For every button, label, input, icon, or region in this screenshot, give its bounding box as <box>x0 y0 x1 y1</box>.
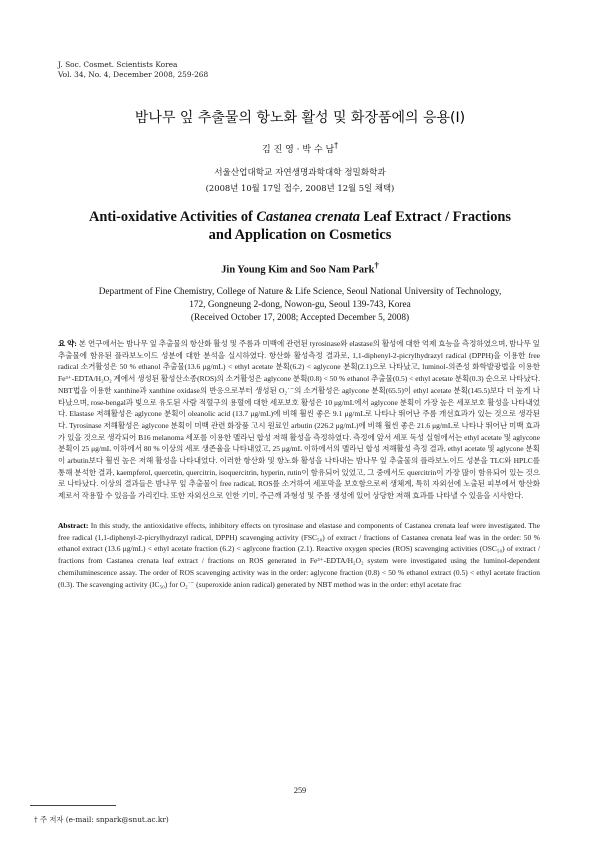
english-abstract <box>58 520 540 590</box>
english-abstract-label: Abstract: <box>58 521 89 530</box>
english-title-species: Castanea crenata <box>256 209 360 225</box>
footnote: † 주 저자 (e-mail: snpark@snut.ac.kr) <box>34 815 169 824</box>
page-number: 259 <box>293 786 307 795</box>
english-title-line1 <box>0 208 600 226</box>
journal-header <box>58 60 208 80</box>
english-corresponding-mark: † <box>374 260 379 270</box>
english-affiliation <box>40 286 560 325</box>
english-abstract-text: In this study, the antioxidative effects, inhibitory effects on tyrosinase and elastase and components of Castanea crenata leaf were investigated. The free radical (1,1-diphenyl-2-picrylhydrazyl radical, DPPH) scavenging activity (FSC₅₀) of extract / fractions of Castanea crenata leaf was in the order: 50 % ethanol extract (13.6 μg/mL) < ethyl acetate fraction (6.2) < aglycone fraction (2.1). Reactive oxygen species (ROS) scavenging activities (OSC₅₀) of extract / fractions from Castanea crenata leaf extract / fractions on ROS generated in Fe³⁺-EDTA/H₂O₂ system were investigated using the luminol-dependent chemiluminescence assay. The order of ROS scavenging activity was in the order: aglycone fraction (0.8) < 50 % ethanol extract (0.5) < ethyl acetate fraction (0.3). The scavenging activity (IC₅₀) for O₂˙⁻ (superoxide anion radical) generated by NBT method was in the order: ethyl acetate frac <box>58 521 540 589</box>
english-received-date: (Received October 17, 2008; Accepted December 5, 2008) <box>190 313 410 323</box>
journal-volume: Vol. 34, No. 4, December 2008, 259-268 <box>58 70 209 79</box>
korean-affiliation: 서울산업대학교 자연생명과학대학 정밀화학과 <box>214 168 386 178</box>
korean-received-date: (2008년 10월 17일 접수, 2008년 12월 5일 채택) <box>205 183 395 193</box>
english-title-post: Leaf Extract / Fractions <box>359 209 512 225</box>
journal-name: J. Soc. Cosmet. Scientists Korea <box>58 60 178 69</box>
english-affiliation-line2: 172, Gongneung 2-dong, Nowon-gu, Seoul 139-743, Korea <box>189 300 411 310</box>
english-title <box>0 208 600 244</box>
korean-title: 밤나무 잎 추출물의 항노화 활성 및 화장품에의 응용(Ⅰ) <box>134 110 466 126</box>
english-title-pre: Anti-oxidative Activities of <box>88 209 257 225</box>
korean-abstract-label: 요 약: <box>58 339 77 348</box>
footnote-divider <box>30 805 116 806</box>
korean-abstract-text: 본 연구에서는 밤나무 잎 추출물의 항산화 활성 및 주름과 미백에 관련된 tyrosinase와 elastase의 활성에 대한 억제 효능을 측정하였으며, 밤나무 잎 추출물에 함유된 플라보노이드 성분에 대한 분석을 실시하였다. 항산화 활성측정 결과로, 1,1-diphenyl-2-picrylhydrazyl radical (DPPH)을 이용한 free radical 소거활성은 50 % ethanol 추출물(13.6 μg/mL) < ethyl acetate 분획(6.2) < aglycone 분획(2.1)으로 나타났고, luminol-의존성 화학발광법을 이용한 Fe³⁺-EDTA/H₂O₂ 계에서 생성된 활성산소종(ROS)의 소거활성은 aglycone 분획(0.8) < 50 % ethanol 추출물(0.5) < ethyl acetate 분획(0.3) 순으로 나타났다. NBT법을 이용한 xanthine과 xanthine oxidase의 반응으로부터 생성된 O₂˙⁻의 소거활성은 aglycone 분획(65.5)이 ethyl acetate 분획(145.5)보다 더 높게 나타났으며, rose-bengal과 빛으로 유도된 사람 적혈구의 용혈에 대한 세포보호 활성은 10 μg/mL에서 aglycone 분획이 가장 높은 세포보호 활성을 나타내었다. Elastase 저해활성은 aglycone 분획이 oleanolic acid (13.7 μg/mL)에 비해 훨씬 좋은 9.1 μg/mL로 나타나 뛰어난 주름 개선효과가 있는 것으로 생각된다. Tyrosinase 저해활성은 aglycone 분획이 미백 관련 화장품 고시 원료인 arbutin (226.2 μg/mL)에 비해 훨씬 좋은 21.6 μg/mL로 나타나 뛰어난 미백 효과가 있을 것으로 생각되어 B16 melanoma 세포를 이용한 멜라닌 합성 저해 활성을 측정하였다. 측정에 앞서 세포 독성 실험에서는 ethyl acetate 및 aglycone 분획이 25 μg/mL 이하에서 80 % 이상의 세포 생존율을 나타내었고, 25 μg/mL 이하에서의 멜라닌 합성 저해활성 측정 결과, ethyl acetate 및 aglycone 분획이 arbutin보다 훨씬 높은 저해 활성을 나타내었다. 이러한 항산화 및 항노화 활성을 나타내는 밤나무 잎 추출물의 플라보노이드 성분을 TLC와 HPLC를 통해 분석한 결과, kaempferol, quercetin, quercitrin, isoquercitrin, hyperin, rutin이 함유되어 있었고, 그 중에서도 quercitrin이 가장 많이 함유되어 있는 것으로 나타났다. 이상의 결과들은 밤나무 잎 추출물이 free radical, ROS를 소거하여 세포막을 보호함으로써 생체계, 특히 자외선에 노출된 피부에서 항산화제로서 작용할 수 있음을 가리킨다. 또한 자외선으로 인한 기미, 주근깨 과형성 및 주름 생성에 있어 상당한 저해 효과를 나타낼 수 있음을 시사한다. <box>58 339 540 501</box>
english-affiliation-line1: Department of Fine Chemistry, College of Nature & Life Science, Seoul National University of Technology, <box>98 287 502 297</box>
english-title-line2: and Application on Cosmetics <box>208 227 392 243</box>
korean-author-names: 김 진 영 · 박 수 남 <box>262 145 335 155</box>
corresponding-author-mark: † <box>334 141 338 150</box>
english-author-names: Jin Young Kim and Soo Nam Park <box>221 264 375 276</box>
korean-abstract <box>58 338 540 502</box>
english-authors <box>0 260 600 275</box>
korean-authors <box>0 141 600 155</box>
